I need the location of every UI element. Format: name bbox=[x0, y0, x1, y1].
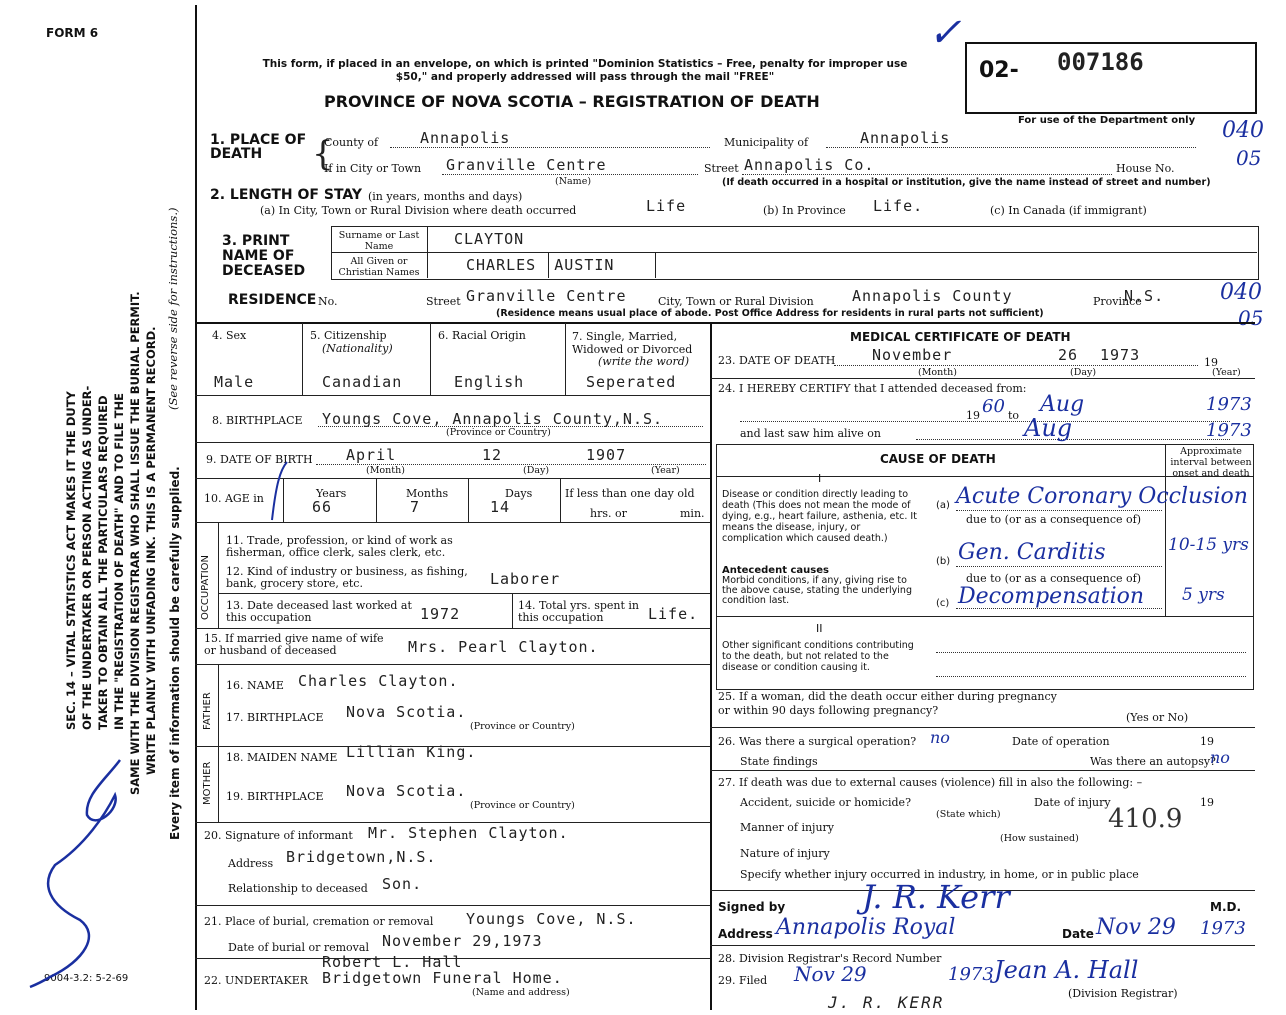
direct-cause-label: Disease or condition directly leading to death (This does not mean the mode of dying, e.g., heart failure, asthenia, etc. It means the disease, injury, or complication which caused death.) bbox=[722, 489, 917, 544]
cause-a-value: Acute Coronary Occlusion bbox=[956, 484, 1248, 509]
signed-by-label: Signed by bbox=[718, 900, 786, 914]
name-hint: (Name) bbox=[555, 176, 592, 187]
q26-value: no bbox=[930, 728, 950, 747]
registrar-label: (Division Registrar) bbox=[1068, 987, 1178, 1000]
yes-no-hint: (Yes or No) bbox=[1126, 711, 1189, 724]
dob-day-hint: (Day) bbox=[523, 465, 550, 476]
city-value: Granville Centre bbox=[446, 156, 607, 174]
to-year-value: 1973 bbox=[1206, 394, 1252, 415]
age-hrs-label: hrs. or bbox=[590, 507, 627, 520]
surname-label: Surname or Last Name bbox=[338, 230, 420, 252]
signature-date-label: Date bbox=[1062, 927, 1094, 941]
signature-date: Nov 29 bbox=[1096, 915, 1176, 940]
nature-label: Nature of injury bbox=[740, 847, 830, 860]
father-birthplace-value: Nova Scotia. bbox=[346, 703, 467, 721]
undertaker-hint: (Name and address) bbox=[472, 987, 570, 998]
birthplace-value: Youngs Cove, Annapolis County,N.S. bbox=[322, 410, 664, 428]
autopsy-value: no bbox=[1210, 748, 1230, 767]
street-value: Annapolis Co. bbox=[744, 156, 875, 174]
relationship-label: Relationship to deceased bbox=[228, 882, 368, 895]
undertaker-line-2: Bridgetown Funeral Home. bbox=[322, 969, 563, 987]
surname-value: CLAYTON bbox=[454, 230, 525, 248]
division-record-label: 28. Division Registrar's Record Number bbox=[718, 952, 942, 965]
deceased-name-label: 3. PRINT NAME OF DECEASED bbox=[222, 233, 306, 279]
stay-canada-label: (c) In Canada (if immigrant) bbox=[990, 204, 1147, 217]
last-saw-label: and last saw him alive on bbox=[740, 427, 881, 440]
registration-number-box bbox=[965, 42, 1257, 114]
antecedent-title: Antecedent causes bbox=[722, 565, 829, 576]
residence-code-2: 05 bbox=[1238, 306, 1264, 330]
length-of-stay-label: 2. LENGTH OF STAY bbox=[210, 187, 363, 203]
death-year: 1973 bbox=[1100, 346, 1141, 364]
stay-hint: (in years, months and days) bbox=[368, 190, 523, 203]
age-pen-mark bbox=[262, 460, 292, 530]
burial-place-label: 21. Place of burial, cremation or removal bbox=[204, 915, 434, 928]
citizenship-value: Canadian bbox=[322, 373, 403, 391]
last-worked-label: 13. Date deceased last worked at this occupation bbox=[226, 599, 412, 624]
specify-label: Specify whether injury occurred in industry, in home, or in public place bbox=[740, 868, 1139, 881]
sec14-line-2: OF THE UNDERTAKER OR PERSON ACTING AS UNDER- bbox=[80, 385, 94, 730]
racial-origin-label: 6. Racial Origin bbox=[438, 329, 526, 342]
sec14-line-3: TAKER TO OBTAIN ALL THE PARTICULARS REQUIRED bbox=[96, 395, 110, 730]
certify-label: 24. I HEREBY CERTIFY that I attended deceased from: bbox=[718, 382, 1027, 395]
state-which-hint: (State which) bbox=[936, 809, 1001, 820]
pen-stroke-mark bbox=[25, 755, 145, 990]
birthplace-hint: (Province or Country) bbox=[446, 427, 551, 438]
father-name-value: Charles Clayton. bbox=[298, 672, 459, 690]
marital-value: Seperated bbox=[586, 373, 677, 391]
father-bp-hint: (Province or Country) bbox=[470, 721, 575, 732]
residence-street-label: Street bbox=[426, 295, 461, 308]
birthplace-label: 8. BIRTHPLACE bbox=[212, 414, 303, 427]
county-value: Annapolis bbox=[420, 129, 511, 147]
mother-birthplace-value: Nova Scotia. bbox=[346, 782, 467, 800]
municipality-label: Municipality of bbox=[724, 136, 809, 149]
sec14-line-6: WRITE PLAINLY WITH UNFADING INK. THIS IS A PERMANENT RECORD. bbox=[144, 326, 158, 775]
filed-label: 29. Filed bbox=[718, 974, 768, 987]
informant-address-value: Bridgetown,N.S. bbox=[286, 848, 437, 866]
operation-date-label: Date of operation bbox=[1012, 735, 1110, 748]
undertaker-label: 22. UNDERTAKER bbox=[204, 974, 309, 987]
check-mark: ✓ bbox=[928, 10, 962, 56]
cause-b-value: Gen. Carditis bbox=[958, 540, 1106, 565]
from-year-prefix: 19 bbox=[966, 409, 980, 422]
age-days-label: Days bbox=[505, 487, 533, 500]
cause-b-marker: (b) bbox=[936, 556, 951, 567]
filed-date: Nov 29 bbox=[794, 962, 867, 986]
residence-street-value: Granville Centre bbox=[466, 287, 627, 305]
q25-label: 25. If a woman, did the death occur either during pregnancy or within 90 days following pregnancy? bbox=[718, 690, 1057, 717]
q26-label: 26. Was there a surgical operation? bbox=[718, 735, 917, 748]
cause-heading: CAUSE OF DEATH bbox=[880, 452, 996, 466]
death-year-prefix: 19 bbox=[1204, 356, 1218, 369]
signature-year: 1973 bbox=[1200, 918, 1246, 939]
undertaker-line-1: Robert L. Hall bbox=[322, 953, 463, 971]
sec14-line-1: SEC. 14 – VITAL STATISTICS ACT MAKES IT THE DUTY bbox=[64, 391, 78, 730]
place-of-death-label: 1. PLACE OF DEATH bbox=[210, 132, 307, 162]
md-label: M.D. bbox=[1210, 900, 1242, 914]
form-title: PROVINCE OF NOVA SCOTIA – REGISTRATION OF DEATH bbox=[324, 92, 820, 111]
to-label: to bbox=[1008, 409, 1020, 422]
operation-year-prefix: 19 bbox=[1200, 735, 1214, 748]
age-years: 66 bbox=[312, 498, 333, 516]
citizenship-label: 5. Citizenship bbox=[310, 329, 387, 342]
residence-no-label: No. bbox=[318, 295, 338, 308]
form-number: FORM 6 bbox=[46, 26, 99, 40]
death-year-hint: (Year) bbox=[1212, 367, 1241, 378]
antecedent-label: Morbid conditions, if any, giving rise to the above cause, stating the underlying condition last. bbox=[722, 575, 912, 606]
cause-b-interval: 10-15 yrs bbox=[1168, 535, 1249, 555]
sex-label: 4. Sex bbox=[212, 329, 247, 342]
age-label: 10. AGE in bbox=[204, 492, 264, 505]
kerr-printed-name: J. R. KERR bbox=[828, 993, 945, 1012]
cause-a-marker: (a) bbox=[936, 500, 950, 511]
stay-province-value: Life. bbox=[873, 197, 924, 215]
municipality-value: Annapolis bbox=[860, 129, 951, 147]
cause-c-marker: (c) bbox=[936, 598, 950, 609]
county-label: County of bbox=[324, 136, 379, 149]
q27-label: 27. If death was due to external causes (violence) fill in also the following: – bbox=[718, 776, 1143, 789]
death-month-hint: (Month) bbox=[918, 367, 957, 378]
house-no-label: House No. bbox=[1116, 162, 1175, 175]
sec14-line-5: SAME WITH THE DIVISION REGISTRAR WHO SHALL ISSUE THE BURIAL PERMIT. bbox=[128, 291, 142, 795]
due-to-1: due to (or as a consequence of) bbox=[966, 513, 1141, 526]
marital-label: 7. Single, Married, Widowed or Divorced bbox=[572, 330, 693, 356]
cause-c-interval: 5 yrs bbox=[1182, 585, 1225, 605]
date-of-death-label: 23. DATE OF DEATH bbox=[718, 354, 836, 367]
father-name-label: 16. NAME bbox=[226, 679, 284, 692]
filed-year: 1973 bbox=[948, 964, 994, 985]
to-value: Aug bbox=[1040, 392, 1085, 417]
death-day-hint: (Day) bbox=[1070, 367, 1097, 378]
spouse-value: Mrs. Pearl Clayton. bbox=[408, 638, 599, 656]
stay-city-label: (a) In City, Town or Rural Division where death occurred bbox=[260, 204, 577, 217]
due-to-2: due to (or as a consequence of) bbox=[966, 572, 1141, 585]
other-conditions-label: Other significant conditions contributing to the death, but not related to the disease or condition causing it. bbox=[722, 640, 914, 673]
given-names-label: All Given or Christian Names bbox=[338, 256, 420, 278]
age-lt-day-label: If less than one day old bbox=[565, 487, 695, 500]
informant-sig-label: 20. Signature of informant bbox=[204, 829, 353, 842]
stay-province-label: (b) In Province bbox=[763, 204, 846, 217]
department-use-label: For use of the Department only bbox=[1018, 115, 1196, 126]
burial-date-label: Date of burial or removal bbox=[228, 941, 369, 954]
physician-address-label: Address bbox=[718, 927, 773, 941]
death-day: 26 bbox=[1058, 346, 1079, 364]
interval-heading: Approximate interval between onset and death bbox=[1170, 446, 1252, 479]
age-months: 7 bbox=[410, 498, 421, 516]
residence-city-value: Annapolis County bbox=[852, 287, 1013, 305]
age-months-label: Months bbox=[406, 487, 449, 500]
injury-year-prefix: 19 bbox=[1200, 796, 1214, 809]
total-years-value: Life. bbox=[648, 605, 699, 623]
citizenship-hint: (Nationality) bbox=[322, 342, 393, 355]
burial-date-value: November 29,1973 bbox=[382, 932, 543, 950]
residence-province-value: N.S. bbox=[1124, 287, 1165, 305]
spouse-label: 15. If married give name of wife or husband of deceased bbox=[204, 632, 384, 657]
city-label: If in City or Town bbox=[324, 162, 422, 175]
autopsy-label: Was there an autopsy? bbox=[1090, 755, 1216, 768]
registration-prefix: 02- bbox=[979, 58, 1019, 83]
last-worked-value: 1972 bbox=[420, 605, 461, 623]
informant-address-label: Address bbox=[228, 857, 274, 870]
maiden-name-label: 18. MAIDEN NAME bbox=[226, 751, 338, 764]
hospital-note: (If death occurred in a hospital or institution, give the name instead of street and number) bbox=[722, 177, 1211, 188]
how-sustained-hint: (How sustained) bbox=[1000, 833, 1079, 844]
cause-code: 410.9 bbox=[1108, 804, 1183, 834]
father-side-label: FATHER bbox=[202, 692, 213, 730]
dob-day: 12 bbox=[482, 446, 503, 464]
physician-address: Annapolis Royal bbox=[776, 915, 956, 940]
place-brace: { bbox=[312, 134, 334, 174]
informant-sig-value: Mr. Stephen Clayton. bbox=[368, 824, 569, 842]
mother-side-label: MOTHER bbox=[202, 761, 213, 805]
industry-value: Laborer bbox=[490, 570, 561, 588]
residence-province-label: Province bbox=[1093, 295, 1142, 308]
mother-bp-hint: (Province or Country) bbox=[470, 800, 575, 811]
dob-year-hint: (Year) bbox=[651, 465, 680, 476]
place-code-2: 05 bbox=[1236, 146, 1262, 170]
place-code-1: 040 bbox=[1222, 118, 1264, 143]
sec14-line-4: IN THE "REGISTRATION OF DEATH" AND TO FILE THE bbox=[112, 392, 126, 730]
residence-note: (Residence means usual place of abode. Post Office Address for residents in rural parts not sufficient) bbox=[496, 308, 1044, 319]
trade-label: 11. Trade, profession, or kind of work as fisherman, office clerk, sales clerk, etc. bbox=[226, 534, 453, 559]
age-days: 14 bbox=[490, 498, 511, 516]
mailing-notice: This form, if placed in an envelope, on which is printed "Dominion Statistics – Free, penalty for improper use $50," and properly addressed will pass through the mail "FREE" bbox=[262, 58, 908, 83]
manner-label: Manner of injury bbox=[740, 821, 835, 834]
reverse-side-note: (See reverse side for instructions.) bbox=[166, 207, 180, 410]
last-saw-year: 1973 bbox=[1206, 420, 1252, 441]
total-years-label: 14. Total yrs. spent in this occupation bbox=[518, 599, 639, 624]
from-year-value: 60 bbox=[982, 396, 1005, 417]
father-birthplace-label: 17. BIRTHPLACE bbox=[226, 711, 324, 724]
burial-place-value: Youngs Cove, N.S. bbox=[466, 910, 637, 928]
age-years-label: Years bbox=[316, 487, 347, 500]
age-min-label: min. bbox=[680, 507, 705, 520]
print-code: 9004-3.2: 5-2-69 bbox=[44, 973, 129, 984]
residence-code-1: 040 bbox=[1220, 280, 1262, 305]
residence-label: RESIDENCE bbox=[228, 292, 317, 308]
death-month: November bbox=[872, 346, 953, 364]
mother-birthplace-label: 19. BIRTHPLACE bbox=[226, 790, 324, 803]
given-names-value: CHARLES AUSTIN bbox=[466, 256, 615, 274]
industry-label: 12. Kind of industry or business, as fishing, bank, grocery store, etc. bbox=[226, 565, 468, 590]
dob-month: April bbox=[346, 446, 397, 464]
dob-year: 1907 bbox=[586, 446, 627, 464]
marital-hint: (write the word) bbox=[598, 355, 690, 368]
residence-city-label: City, Town or Rural Division bbox=[658, 295, 814, 308]
injury-date-label: Date of injury bbox=[1034, 796, 1111, 809]
accident-label: Accident, suicide or homicide? bbox=[740, 796, 911, 809]
racial-origin-value: English bbox=[454, 373, 525, 391]
street-label: Street bbox=[704, 162, 739, 175]
every-item-note: Every item of information should be carefully supplied. bbox=[168, 466, 182, 840]
occupation-side-label: OCCUPATION bbox=[200, 554, 211, 620]
stay-city-value: Life bbox=[646, 197, 687, 215]
part-one: I bbox=[818, 472, 822, 485]
maiden-name-value: Lillian King. bbox=[346, 743, 477, 761]
relationship-value: Son. bbox=[382, 875, 423, 893]
physician-signature: J. R. Kerr bbox=[862, 878, 1010, 916]
registration-number: 007186 bbox=[1057, 48, 1144, 76]
dob-label: 9. DATE OF BIRTH bbox=[206, 453, 313, 466]
dob-month-hint: (Month) bbox=[366, 465, 405, 476]
findings-label: State findings bbox=[740, 755, 818, 768]
part-two: II bbox=[816, 622, 823, 635]
last-saw-value: Aug bbox=[1024, 414, 1073, 442]
sex-value: Male bbox=[214, 373, 255, 391]
medical-heading: MEDICAL CERTIFICATE OF DEATH bbox=[850, 330, 1071, 344]
registrar-signature: Jean A. Hall bbox=[994, 956, 1139, 984]
cause-c-value: Decompensation bbox=[958, 584, 1145, 609]
